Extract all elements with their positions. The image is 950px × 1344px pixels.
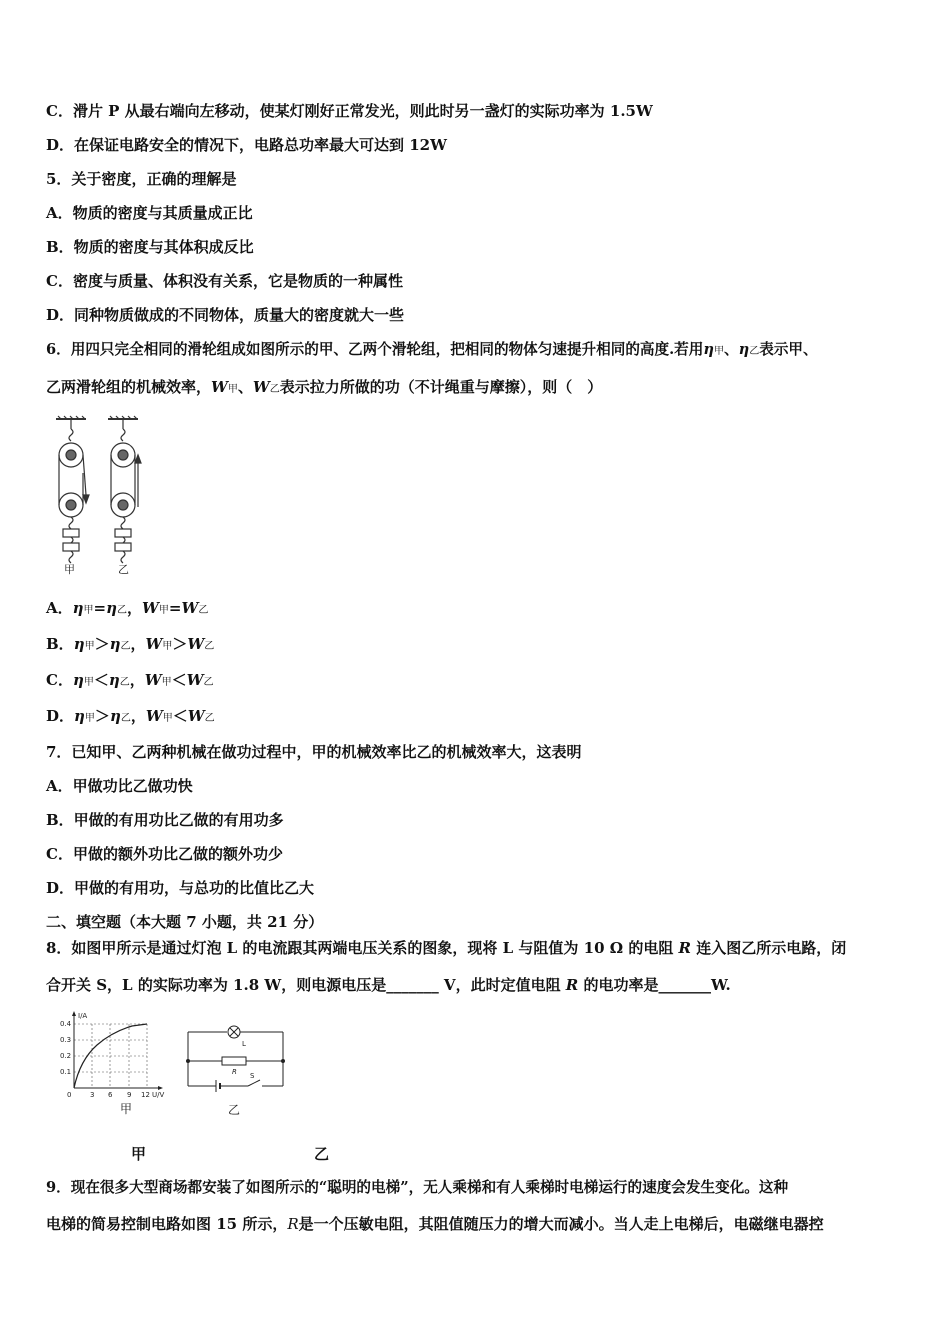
iu-graph-xtick: 3 xyxy=(90,1091,95,1099)
iu-graph-ylabel: I/A xyxy=(78,1012,88,1020)
iu-graph-ytick: 0.2 xyxy=(60,1052,72,1060)
iu-graph-ytick: 0.3 xyxy=(60,1036,72,1044)
question-6-line-2: 乙两滑轮组的机械效率，W甲、W乙表示拉力所做的功（不计绳重与摩擦），则（ ） xyxy=(46,378,603,396)
question-9-line-2: 电梯的简易控制电路如图 15 所示，R是一个压敏电阻，其阻值随压力的增大而减小。当人走上电梯后，电磁继电器控 xyxy=(46,1215,824,1233)
question-8-line-1: 8．如图甲所示是通过灯泡 L 的电流跟其两端电压关系的图象，现将 L 与阻值为 10 Ω 的电阻 R 连入图乙所示电路，闭 xyxy=(46,939,847,957)
question-8-caption-jia: 甲 xyxy=(131,1145,147,1163)
question-5-option-c: C．密度与质量、体积没有关系，它是物质的一种属性 xyxy=(46,272,403,290)
iu-graph-xtick: 12 xyxy=(141,1091,150,1099)
circuit-diagram xyxy=(182,1018,292,1120)
iu-graph xyxy=(52,1010,172,1120)
iu-graph-caption: 甲 xyxy=(120,1102,133,1116)
pulley-jia xyxy=(56,416,89,563)
circuit-lamp-label: L xyxy=(242,1040,246,1048)
pulley-yi xyxy=(108,416,141,563)
question-7-option-d: D．甲做的有用功，与总功的比值比乙大 xyxy=(46,879,315,897)
question-6-option-a: A．η甲=η乙，W甲=W乙 xyxy=(46,599,209,617)
pulley-figure xyxy=(52,415,152,580)
question-7-option-a: A．甲做功比乙做功快 xyxy=(46,777,193,795)
question-6-option-c: C．η甲＜η乙，W甲＜W乙 xyxy=(46,671,214,689)
question-7: 7．已知甲、乙两种机械在做功过程中，甲的机械效率比乙的机械效率大，这表明 xyxy=(46,743,582,761)
section-2-heading: 二、填空题（本大题 7 小题，共 21 分） xyxy=(46,913,324,931)
question-7-option-c: C．甲做的额外功比乙做的额外功少 xyxy=(46,845,283,863)
question-5-option-b: B．物质的密度与其体积成反比 xyxy=(46,238,254,256)
pulley-yi-caption: 乙 xyxy=(118,563,129,576)
option-d-previous: D．在保证电路安全的情况下，电路总功率最大可达到 12W xyxy=(46,136,447,154)
pulley-jia-caption: 甲 xyxy=(64,563,75,576)
question-6-option-b: B．η甲＞η乙，W甲＞W乙 xyxy=(46,635,215,653)
question-8-line-2: 合开关 S，L 的实际功率为 1.8 W，则电源电压是_______ V，此时定值电阻 R 的电功率是_______W. xyxy=(46,976,731,994)
iu-graph-xtick: 6 xyxy=(108,1091,113,1099)
iu-graph-xlabel: U/V xyxy=(152,1091,165,1099)
option-c-previous: C．滑片 P 从最右端向左移动，使某灯刚好正常发光，则此时另一盏灯的实际功率为 1.5W xyxy=(46,102,653,120)
circuit-caption: 乙 xyxy=(228,1103,241,1117)
question-6-option-d: D．η甲＞η乙，W甲＜W乙 xyxy=(46,707,215,725)
iu-graph-ytick: 0.1 xyxy=(60,1068,72,1076)
iu-graph-ytick: 0.4 xyxy=(60,1020,72,1028)
question-5-option-a: A．物质的密度与其质量成正比 xyxy=(46,204,253,222)
circuit-switch-label: S xyxy=(250,1072,255,1080)
iu-graph-origin: 0 xyxy=(67,1091,72,1099)
question-5: 5．关于密度，正确的理解是 xyxy=(46,170,237,188)
question-6-line-1: 6．用四只完全相同的滑轮组成如图所示的甲、乙两个滑轮组，把相同的物体匀速提升相同的高度.若用η甲、η乙表示甲、 xyxy=(46,341,818,358)
question-8-caption-yi: 乙 xyxy=(314,1145,330,1163)
question-5-option-d: D．同种物质做成的不同物体，质量大的密度就大一些 xyxy=(46,306,405,324)
question-9-line-1: 9．现在很多大型商场都安装了如图所示的“聪明的电梯”，无人乘梯和有人乘梯时电梯运行的速度会发生变化。这种 xyxy=(46,1179,789,1196)
circuit-resistor-label: R xyxy=(232,1068,237,1076)
question-7-option-b: B．甲做的有用功比乙做的有用功多 xyxy=(46,811,284,829)
iu-graph-xtick: 9 xyxy=(127,1091,132,1099)
